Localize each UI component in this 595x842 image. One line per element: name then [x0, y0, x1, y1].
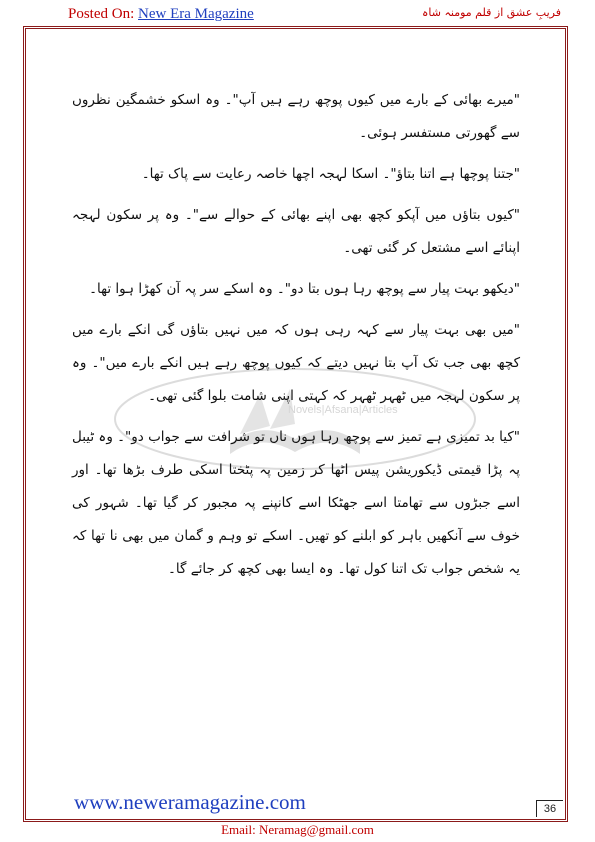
paragraph: "جتنا پوچھا ہے اتنا بتاؤ"۔ اسکا لہجہ اچھا خاصہ رعایت سے پاک تھا۔ — [141, 166, 520, 182]
story-content — [72, 84, 520, 594]
magazine-link[interactable]: New Era Magazine — [138, 6, 254, 22]
paragraph: "کیوں بتاؤں میں آپکو کچھ بھی اپنے بھائی کے حوالے سے"۔ وہ پر سکون لہجہ اپنائے اسے مشتعل کر گئی تھی۔ — [72, 207, 520, 256]
paragraph: "میں بھی بہت پیار سے کہہ رہی ہوں کہ میں نہیں بتاؤں گی انکے بارے میں کچھ بھی جب تک آپ بتا نہیں دیتے کہ کیوں پوچھ رہے ہیں انکے بارے میں"۔ وہ پر سکون لہجہ میں ٹھہر ٹھہر کہ کہتی اپنی شامت بلوا گئی تھی۔ — [72, 322, 520, 404]
contact-email: Email: Neramag@gmail.com — [221, 822, 374, 837]
page-header — [0, 0, 595, 24]
page-number: 36 — [536, 800, 563, 817]
website-url[interactable]: www.neweramagazine.com — [74, 790, 306, 814]
watermark-text: Novels|Afsana|Articles — [288, 404, 398, 416]
paragraph: "دیکھو بہت پیار سے پوچھ رہا ہوں بتا دو"۔ وہ اسکے سر پہ آن کھڑا ہوا تھا۔ — [89, 281, 520, 297]
paragraph: "میرے بھائی کے بارے میں کیوں پوچھ رہے ہیں آپ"۔ وہ اسکو خشمگین نظروں سے گھورتی مستفسر ہوئی۔ — [72, 92, 520, 141]
posted-on-line — [68, 6, 254, 23]
posted-label: Posted On: — [68, 6, 135, 22]
paragraph: "کیا بد تمیزی ہے تمیز سے پوچھ رہا ہوں ناں تو شرافت سے جواب دو"۔ وہ ٹیبل پہ پڑا قیمتی ڈیکوریشن پیس اٹھا کر زمین پہ پٹختا اسکی طرف بڑھا تھا۔ اور اسے جبڑوں سے تھامتا اسے جھٹکا اسے کانپنے پہ مجبور کر گیا تھا۔ شہور کی خوف سے آنکھیں باہر کو ابلنے کو تھیں۔ اسکے تو وہم و گمان میں بھی نا تھا کہ یہ شخص جواب تک اتنا کول تھا۔ وہ ایسا بھی کچھ کر جائے گا۔ — [72, 429, 520, 577]
story-title: فریبِ عشق از قلم مومنہ شاہ — [421, 6, 561, 19]
